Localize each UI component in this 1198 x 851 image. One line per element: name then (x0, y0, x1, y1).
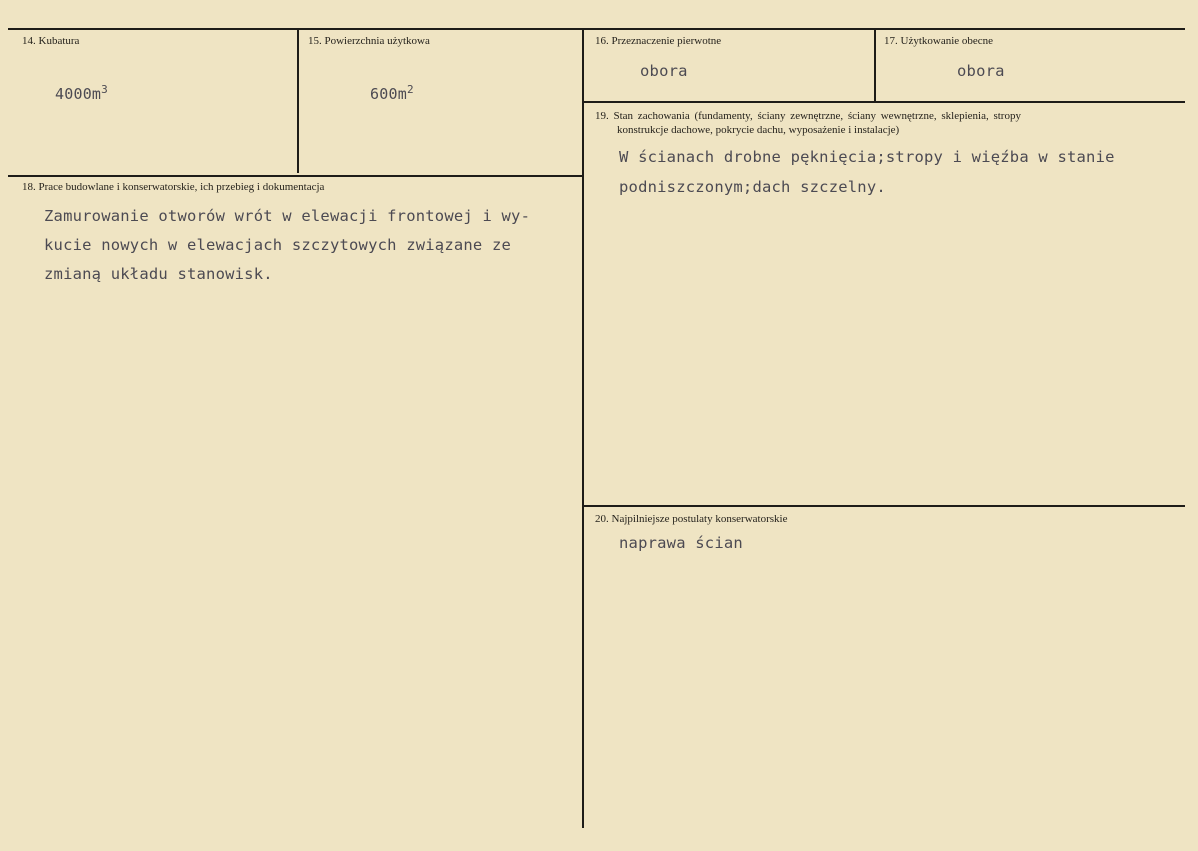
kubatura-value: $4000m^3$ (55, 83, 108, 103)
prace-line-2: kucie nowych w elewacjach szczytowych związane ze (44, 236, 512, 254)
uzytkowanie-value: obora (957, 62, 1005, 80)
kubatura-unit-superscript: 3 (101, 83, 108, 96)
powierzchnia-label: 15. Powierzchnia użytkowa (308, 35, 430, 47)
postulaty-label: 20. Najpilniejsze postulaty konserwatorskie (595, 513, 788, 525)
prace-line-3: zmianą układu stanowisk. (44, 265, 273, 283)
kubatura-label: 14. Kubatura (22, 35, 80, 47)
stan-line-2: podniszczonym;dach szczelny. (619, 178, 886, 196)
divider-14-15 (297, 30, 299, 173)
prace-line-1: Zamurowanie otworów wrót w elewacji frontowej i wy- (44, 207, 531, 225)
postulaty-value: naprawa ścian (619, 534, 743, 552)
rule-above-18 (8, 175, 584, 177)
stan-line-1: W ścianach drobne pęknięcia;stropy i więźba w stanie (619, 148, 1115, 166)
prace-label: 18. Prace budowlane i konserwatorskie, ich przebieg i dokumentacja (22, 181, 325, 193)
stan-label-line-2: konstrukcje dachowe, pokrycie dachu, wyposażenie i instalacje) (617, 124, 900, 136)
rule-above-19 (584, 101, 1185, 103)
powierzchnia-value: $600m^2$ (370, 83, 414, 103)
przeznaczenie-value: obora (640, 62, 688, 80)
rule-above-20 (584, 505, 1185, 507)
stan-label-line-1: 19. Stan zachowania (fundamenty, ściany zewnętrzne, ściany wewnętrzne, sklepienia, stropy (595, 110, 1021, 122)
top-rule (8, 28, 1185, 30)
powierzchnia-unit-superscript: 2 (406, 83, 414, 96)
uzytkowanie-label: 17. Użytkowanie obecne (884, 35, 994, 47)
center-divider (582, 28, 584, 828)
divider-16-17 (874, 30, 876, 102)
przeznaczenie-label: 16. Przeznaczenie pierwotne (595, 35, 722, 47)
